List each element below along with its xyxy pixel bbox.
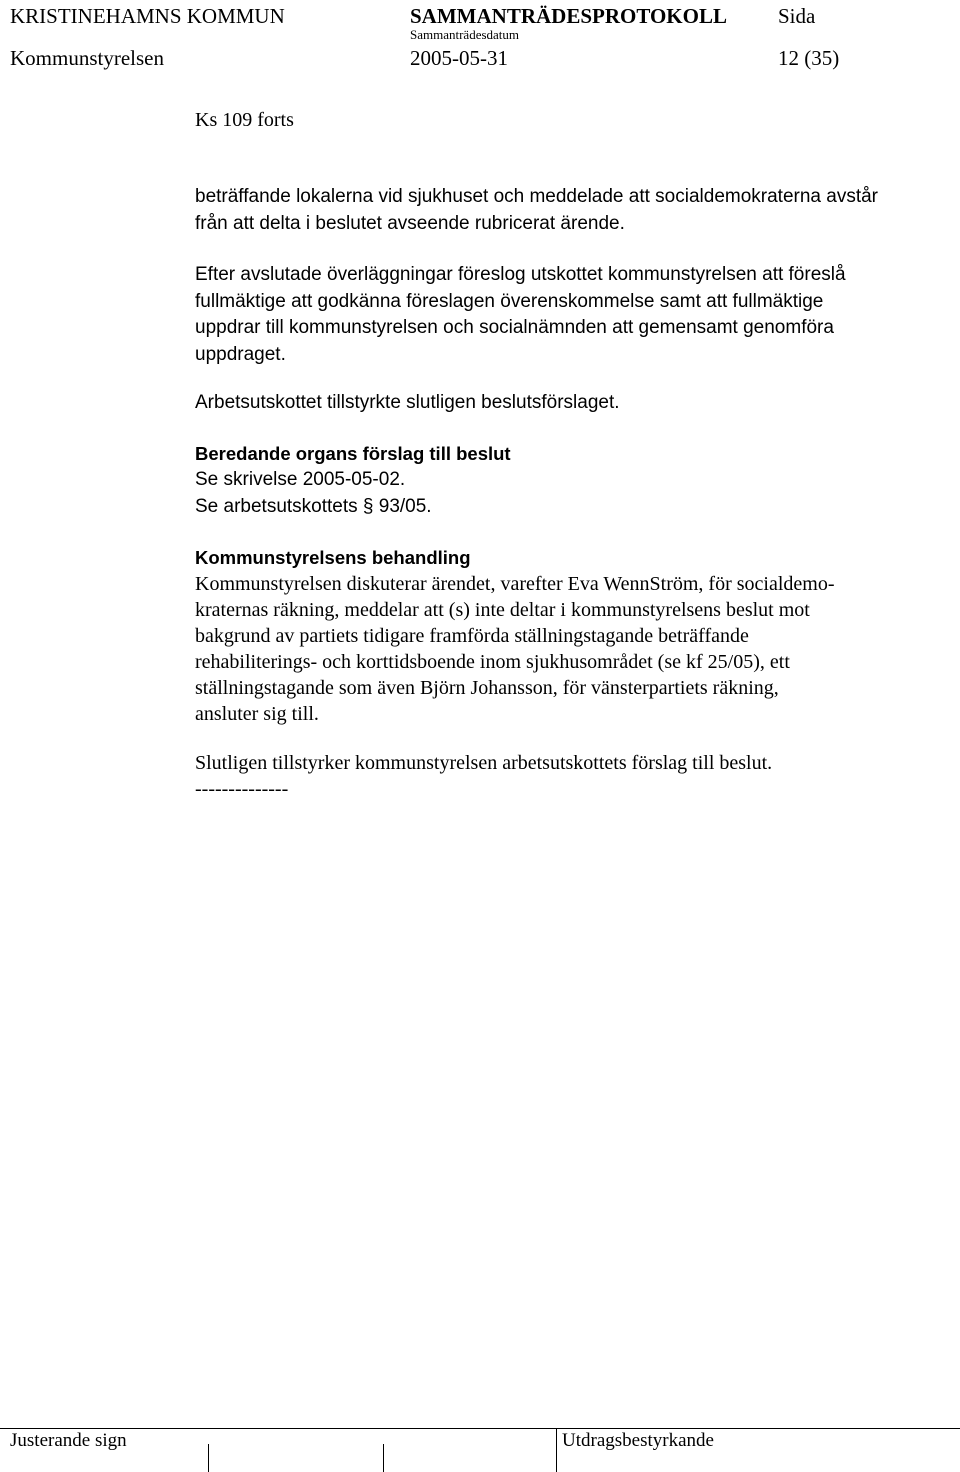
text-line: Kommunstyrelsen diskuterar ärendet, varefter Eva WennStröm, för socialdemo-: [195, 573, 835, 595]
text-line: Se skrivelse 2005-05-02.: [195, 469, 406, 490]
signature-box-divider: [208, 1444, 209, 1472]
signature-label: Justerande sign: [10, 1430, 127, 1451]
municipality-name: KRISTINEHAMNS KOMMUN: [10, 4, 285, 28]
text-line: kraternas räkning, meddelar att (s) inte deltar i kommunstyrelsens beslut mot: [195, 599, 810, 621]
treatment-heading: Kommunstyrelsens behandling: [195, 547, 471, 568]
text-line: ansluter sig till.: [195, 703, 319, 725]
signature-box-divider: [383, 1444, 384, 1472]
text-line: från att delta i beslutet avseende rubricerat ärende.: [195, 212, 625, 234]
text-line: fullmäktige att godkänna föreslagen överenskommelse samt att fullmäktige: [195, 290, 824, 312]
document-type: SAMMANTRÄDESPROTOKOLL: [410, 4, 727, 28]
text-line: Se arbetsutskottets § 93/05.: [195, 495, 432, 517]
signature-box-divider: [556, 1428, 557, 1472]
committee-recommendation: [195, 390, 935, 417]
text-line: bakgrund av partiets tidigare framförda ställningstagande beträffande: [195, 625, 749, 647]
page-number: 12 (35): [778, 46, 840, 70]
separator: --------------: [195, 778, 289, 800]
text-line: Slutligen tillstyrker kommunstyrelsen arbetsutskottets förslag till beslut.: [195, 752, 773, 774]
deliberation-paragraph: [195, 262, 935, 368]
intro-paragraph: [195, 184, 935, 237]
conclusion: [195, 750, 935, 802]
proposal-section: [195, 441, 935, 520]
committee-name: Kommunstyrelsen: [10, 46, 164, 70]
extract-certification-label: Utdragsbestyrkande: [562, 1430, 714, 1451]
text-line: Efter avslutade överläggningar föreslog utskottet kommunstyrelsen att föreslå: [195, 264, 846, 285]
text-line: ställningstagande som även Björn Johansson, för vänsterpartiets räkning,: [195, 677, 779, 699]
footer-rule: [0, 1428, 960, 1429]
text-line: beträffande lokalerna vid sjukhuset och meddelade att socialdemokraterna avstår: [195, 186, 878, 207]
meeting-date: 2005-05-31: [410, 46, 508, 70]
text-line: uppdraget.: [195, 343, 286, 365]
text-line: rehabiliterings- och korttidsboende inom sjukhusområdet (se kf 25/05), ett: [195, 651, 790, 673]
text-line: Arbetsutskottet tillstyrkte slutligen beslutsförslaget.: [195, 392, 620, 413]
treatment-section: [195, 545, 935, 727]
meeting-date-label: Sammanträdesdatum: [410, 27, 520, 42]
proposal-heading: Beredande organs förslag till beslut: [195, 443, 511, 464]
section-reference: Ks 109 forts: [195, 109, 294, 131]
page-label: Sida: [778, 4, 816, 28]
text-line: uppdrar till kommunstyrelsen och socialnämnden att gemensamt genomföra: [195, 317, 834, 338]
